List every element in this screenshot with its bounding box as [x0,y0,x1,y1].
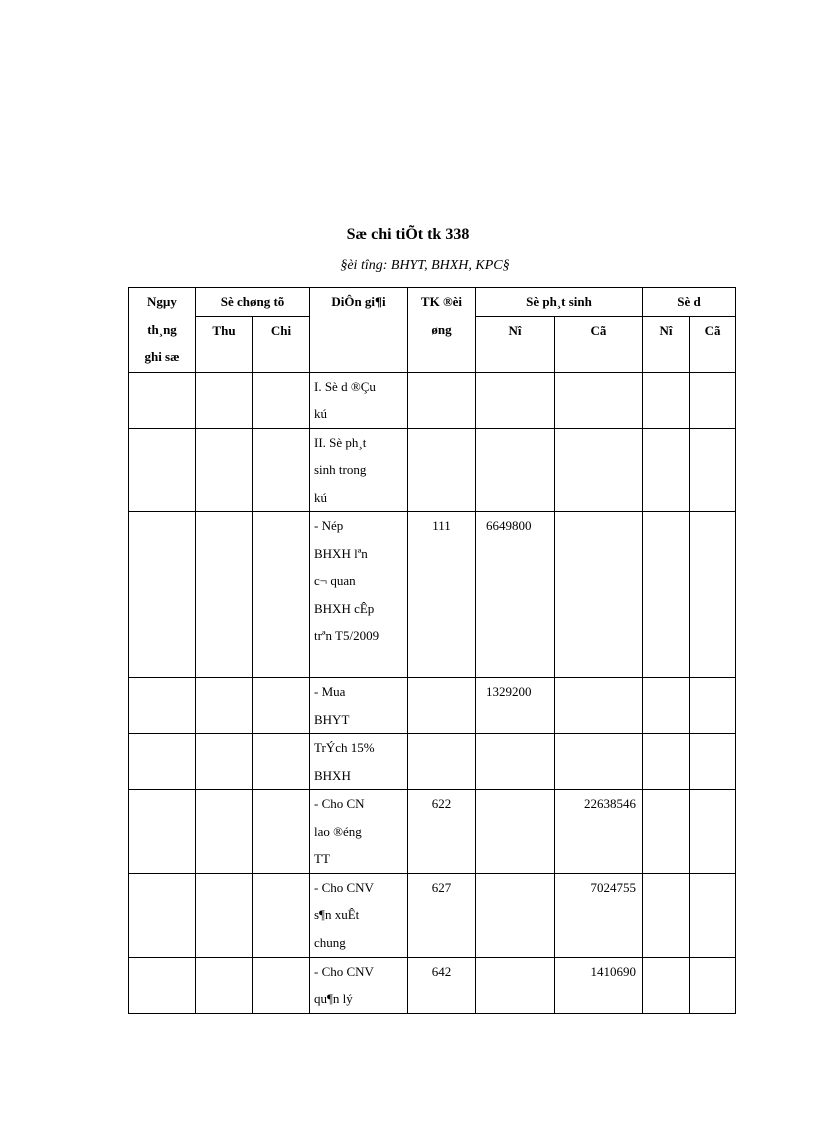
table-row [129,428,736,512]
description-line: - Nép [314,518,344,533]
header-date-line: th¸ng [147,321,177,337]
row-credit [555,512,643,678]
row-debit [476,790,555,874]
description-line: BHXH cÊp [314,600,375,616]
description-line: II. Sè ph¸t [314,434,367,450]
row-description [310,734,408,790]
row-debit: 6649800 [476,512,555,678]
row-debit [476,957,555,1013]
document-subtitle: §èi tîng: BHYT, BHXH, KPC§ [340,258,510,273]
row-debit [476,428,555,512]
header-date [129,288,196,373]
row-credit [555,734,643,790]
row-description [310,873,408,957]
table-row [129,873,736,957]
description-line: qu¶n lý [314,991,353,1006]
row-account [408,734,476,790]
header-account-line: øng [431,321,452,337]
description-line: TT [314,851,330,866]
row-debit [476,372,555,428]
document-title: Sæ chi tiÕt tk 338 [346,226,470,243]
header-date-line: Ngµy [147,294,177,309]
row-debit [476,873,555,957]
row-account [408,372,476,428]
row-account: 622 [408,790,476,874]
row-account: 642 [408,957,476,1013]
row-credit: 22638546 [555,790,643,874]
description-line: TrÝch 15% [314,740,375,755]
description-line: BHXH lªn [314,545,368,561]
row-debit: 1329200 [476,678,555,734]
header-balance-debit: Nî [643,316,690,372]
header-voucher: Sè chøng tõ [196,288,310,317]
table-row [129,512,736,678]
row-credit: 1410690 [555,957,643,1013]
description-line: s¶n xuÊt [314,907,360,922]
header-account-line: TK ®èi [420,294,463,309]
header-balance-credit: Cã [690,316,736,372]
row-description [310,678,408,734]
row-credit: 7024755 [555,873,643,957]
description-line: - Cho CN [314,796,365,811]
description-line: I. Sè d ®Çu [314,378,376,394]
description-line: c¬ quan [314,573,356,588]
header-account [408,288,476,373]
row-account: 111 [408,512,476,678]
description-line: BHXH [314,767,351,783]
description-line: - Cho CNV [314,963,374,979]
row-description [310,372,408,428]
row-debit [476,734,555,790]
header-arising: Sè ph¸t sinh [476,288,643,317]
header-voucher-in: Thu [196,316,253,372]
table-row [129,678,736,734]
description-line: - Mua [314,684,346,699]
header-arising-credit: Cã [555,316,643,372]
row-description [310,512,408,678]
row-account [408,428,476,512]
header-description: DiÔn gi¶i [310,288,408,373]
description-line: BHYT [314,711,350,727]
description-line: chung [314,934,346,950]
row-credit [555,428,643,512]
table-row [129,957,736,1013]
description-line: trªn T5/2009 [314,628,380,643]
row-account: 627 [408,873,476,957]
ledger-table [128,287,736,1014]
header-date-line: ghi sæ [144,349,180,364]
header-voucher-out: Chi [253,316,310,372]
row-description [310,957,408,1013]
description-line: kú [314,406,327,421]
row-credit [555,372,643,428]
description-line: lao ®éng [314,823,362,839]
table-row [129,734,736,790]
row-description [310,428,408,512]
header-balance: Sè d [643,288,736,317]
description-line: sinh trong [314,462,367,477]
description-line: - Cho CNV [314,879,374,895]
row-credit [555,678,643,734]
row-account [408,678,476,734]
description-line: kú [314,489,327,505]
table-row [129,372,736,428]
header-arising-debit: Nî [476,316,555,372]
row-description [310,790,408,874]
table-row [129,790,736,874]
